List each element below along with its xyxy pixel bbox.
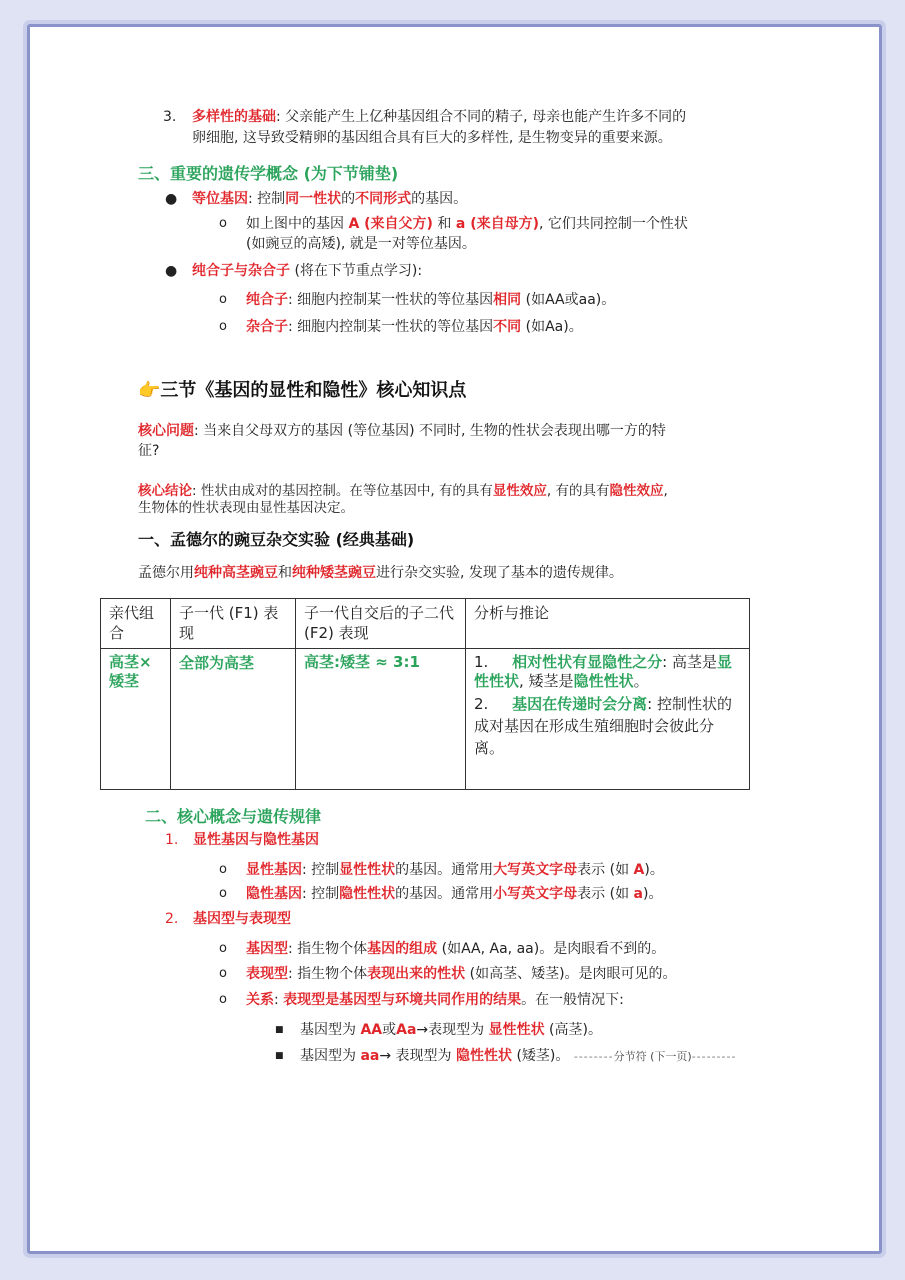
example-text: 基因型为 [300, 1048, 361, 1064]
hybrid-text: : 细胞内控制某一性状的等位基因 [288, 319, 494, 335]
section-heading: 三、重要的遗传学概念 (为下节铺垫) [138, 164, 399, 183]
hybrid-term: 杂合子 [246, 319, 288, 335]
example-text: (高茎)。 [544, 1022, 602, 1038]
relation-text: : [274, 992, 284, 1008]
analysis-number: 1. [474, 653, 489, 671]
core-question-line2: 征? [138, 443, 160, 459]
section-break-dots: -------- [573, 1050, 614, 1063]
relation-item [246, 990, 624, 1010]
list-number: 3. [163, 109, 177, 125]
item3-term: 多样性的基础 [192, 109, 276, 125]
dominant-highlight: 大写英文字母 [493, 862, 578, 878]
dominant-gene-item [246, 860, 664, 880]
pure-hybrid-text: (将在下节重点学习): [290, 263, 423, 279]
core-conclusion-line2: 生物体的性状表现由显性基因决定。 [138, 500, 354, 516]
dominant-highlight: 显性性状 [339, 862, 396, 878]
mendel-intro [138, 563, 623, 583]
example-highlight: 显性性状 [488, 1022, 545, 1038]
allele-text: 的 [341, 191, 356, 207]
pointing-hand-icon: 👉 [138, 380, 161, 401]
list-number: 2. [165, 911, 179, 927]
core-conclusion-text: , 有的具有 [546, 483, 610, 499]
example-highlight: A (来自父方) [348, 216, 433, 232]
bullet-icon: ● [165, 191, 178, 207]
example-highlight: aa [360, 1048, 380, 1064]
analysis-point-2 [474, 693, 741, 759]
dominant-text: 的基因。通常用 [395, 862, 494, 878]
cell-f2: 高茎:矮茎 ≈ 3:1 [296, 649, 466, 790]
square-bullet-icon: ■ [275, 1051, 284, 1061]
example-highlight: a (来自母方) [455, 216, 539, 232]
pure-text: (如AA或aa)。 [521, 292, 616, 308]
mendel-text: 和 [278, 565, 292, 581]
core-question-text: : 当来自父母双方的基因 (等位基因) 不同时, 生物的性状会表现出哪一方的特 [194, 423, 666, 439]
recessive-highlight: 隐性性状 [339, 886, 396, 902]
example-recessive [300, 1046, 736, 1067]
allele-definition [192, 189, 467, 209]
core-question-label: 核心问题 [138, 423, 194, 439]
pure-highlight: 相同 [493, 292, 522, 308]
item3-line2: 卵细胞, 这导致受精卵的基因组合具有巨大的多样性, 是生物变异的重要来源。 [192, 130, 672, 146]
pure-hybrid-term: 纯合子与杂合子 [192, 263, 290, 279]
dominant-text: )。 [644, 862, 664, 878]
bullet-icon: ● [165, 263, 178, 279]
allele-text: 的基因。 [411, 191, 468, 207]
example-text: 如上图中的基因 [246, 216, 349, 232]
recessive-text: : 控制 [302, 886, 340, 902]
example-text: 和 [432, 216, 456, 232]
recessive-highlight: 小写英文字母 [493, 886, 578, 902]
genotype-highlight: 基因的组成 [367, 941, 438, 957]
relation-text: 。在一般情况下: [521, 992, 624, 1008]
core-conclusion-highlight: 隐性效应 [609, 483, 664, 499]
circle-bullet-icon: o [219, 941, 227, 956]
phenotype-text: : 指生物个体 [288, 966, 368, 982]
allele-highlight: 同一性状 [285, 191, 342, 207]
phenotype-highlight: 表现出来的性状 [367, 966, 466, 982]
recessive-gene-item [246, 884, 662, 904]
analysis-text: : 控制性状的成对基因在形成生殖细胞时会彼此分离。 [474, 695, 732, 757]
hybrid-item [246, 317, 583, 337]
recessive-text: 的基因。通常用 [395, 886, 494, 902]
genotype-term: 基因型 [246, 941, 288, 957]
subsection-title: 显性基因与隐性基因 [193, 832, 319, 848]
example-text: 或 [382, 1022, 397, 1038]
core-conclusion-text: , [663, 483, 668, 499]
section-break-dots: --------- [691, 1050, 737, 1063]
chapter-title [138, 378, 466, 404]
example-text: (矮茎)。 [512, 1048, 570, 1064]
allele-highlight: 不同形式 [355, 191, 412, 207]
mendel-text: 进行杂交实验, 发现了基本的遗传规律。 [376, 565, 623, 581]
dominant-letter: A [633, 862, 645, 878]
allele-example-line2: (如豌豆的高矮), 就是一对等位基因。 [246, 236, 476, 252]
phenotype-text: (如高茎、矮茎)。是肉眼可见的。 [465, 966, 677, 982]
analysis-number: 2. [474, 695, 489, 713]
dominant-text: 表示 (如 [577, 862, 634, 878]
analysis-highlight: 显性性状 [474, 653, 733, 690]
analysis-text: 。 [633, 672, 649, 690]
cell-f1: 全部为高茎 [171, 649, 296, 790]
phenotype-term: 表现型 [246, 966, 288, 982]
pure-item [246, 290, 615, 310]
phenotype-item [246, 964, 677, 984]
pure-hybrid-item [192, 261, 422, 281]
circle-bullet-icon: o [219, 319, 227, 334]
example-text: 基因型为 [300, 1022, 361, 1038]
circle-bullet-icon: o [219, 966, 227, 981]
relation-term: 关系 [246, 992, 274, 1008]
example-text: →表现型为 [416, 1022, 489, 1038]
header-cell: 子一代自交后的子二代 (F2) 表现 [296, 599, 466, 649]
dominant-text: : 控制 [302, 862, 340, 878]
item3-paragraph [192, 107, 792, 127]
mendel-highlight: 纯种矮茎豌豆 [292, 565, 376, 581]
pure-term: 纯合子 [246, 292, 288, 308]
example-dominant [300, 1020, 602, 1040]
core-conclusion-label: 核心结论 [138, 483, 192, 499]
list-number: 1. [165, 832, 179, 848]
example-text: → 表现型为 [379, 1048, 456, 1064]
item3-text: : 父亲能产生上亿种基因组合不同的精子, 母亲也能产生许多不同的 [276, 109, 687, 125]
circle-bullet-icon: o [219, 886, 227, 901]
analysis-highlight: 基因在传递时会分离 [512, 695, 648, 713]
chapter-title-text: 三节《基因的显性和隐性》核心知识点 [160, 380, 467, 401]
analysis-highlight: 隐性性状 [573, 672, 634, 690]
core-conclusion-text: : 性状由成对的基因控制。在等位基因中, 有的具有 [192, 483, 493, 499]
header-cell: 子一代 (F1) 表现 [171, 599, 296, 649]
header-cell: 亲代组合 [101, 599, 171, 649]
allele-text: : 控制 [248, 191, 286, 207]
core-question [138, 421, 778, 441]
dominant-term: 显性基因 [246, 862, 302, 878]
relation-highlight: 表现型是基因型与环境共同作用的结果 [283, 992, 522, 1008]
section-break-label: 分节符 (下一页) [613, 1050, 692, 1063]
recessive-term: 隐性基因 [246, 886, 302, 902]
analysis-point-1 [474, 653, 741, 691]
circle-bullet-icon: o [219, 216, 227, 231]
subsection-title: 基因型与表现型 [193, 911, 291, 927]
mendel-highlight: 纯种高茎豌豆 [194, 565, 278, 581]
recessive-text: )。 [643, 886, 663, 902]
example-text: , 它们共同控制一个性状 [539, 216, 688, 232]
circle-bullet-icon: o [219, 292, 227, 307]
analysis-text: : 高茎是 [662, 653, 717, 671]
square-bullet-icon: ■ [275, 1025, 284, 1035]
core-conclusion-highlight: 显性效应 [492, 483, 547, 499]
table-header-row [101, 599, 750, 649]
genotype-text: (如AA, Aa, aa)。是肉眼看不到的。 [437, 941, 666, 957]
experiment-table [100, 598, 750, 790]
header-cell: 分析与推论 [466, 599, 750, 649]
genotype-item [246, 939, 665, 959]
circle-bullet-icon: o [219, 992, 227, 1007]
example-highlight: AA [360, 1022, 383, 1038]
cell-analysis [466, 649, 750, 790]
hybrid-highlight: 不同 [493, 319, 522, 335]
table-row [101, 649, 750, 790]
allele-example [246, 214, 688, 234]
analysis-text: , 矮茎是 [519, 672, 574, 690]
cell-parent: 高茎×矮茎 [101, 649, 171, 790]
mendel-text: 孟德尔用 [138, 565, 194, 581]
example-highlight: Aa [396, 1022, 417, 1038]
section-heading: 二、核心概念与遗传规律 [145, 807, 322, 826]
circle-bullet-icon: o [219, 862, 227, 877]
genotype-text: : 指生物个体 [288, 941, 368, 957]
hybrid-text: (如Aa)。 [521, 319, 583, 335]
analysis-highlight: 相对性状有显隐性之分 [512, 653, 663, 671]
allele-term: 等位基因 [192, 191, 248, 207]
recessive-letter: a [633, 886, 643, 902]
mendel-heading: 一、孟德尔的豌豆杂交实验 (经典基础) [138, 530, 415, 549]
recessive-text: 表示 (如 [577, 886, 634, 902]
pure-text: : 细胞内控制某一性状的等位基因 [288, 292, 494, 308]
example-highlight: 隐性性状 [456, 1048, 512, 1064]
